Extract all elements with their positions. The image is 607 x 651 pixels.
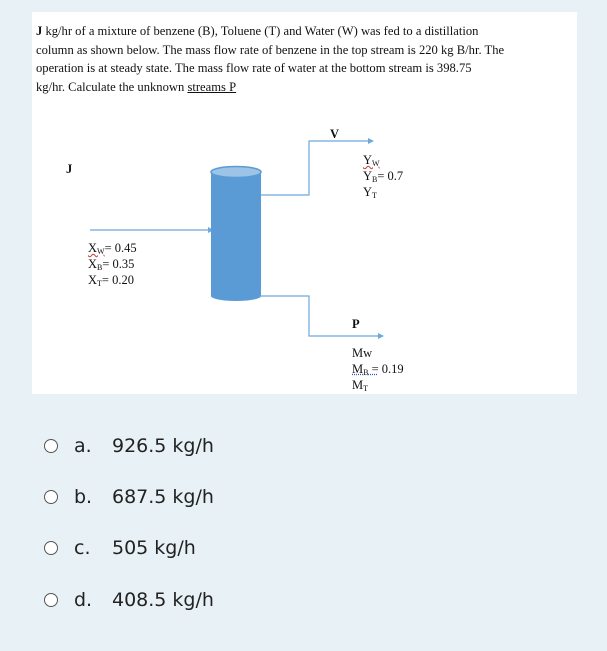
feed-xb: $X_B= 0.35$ [88,257,135,272]
question-line-3: operation is at steady state. The mass flow rate of water at the bottom stream is 398.75 [36,61,472,75]
option-text: 687.5 kg/h [112,486,214,508]
radio-button-icon[interactable] [44,439,58,453]
radio-button-icon[interactable] [44,541,58,555]
option-b[interactable] [44,482,344,512]
option-letter: d. [74,589,93,611]
bottom-mw: Mw [352,346,373,360]
option-text: 408.5 kg/h [112,589,214,611]
top-stream-label: V [330,127,340,141]
question-j: J [36,24,43,38]
top-yt: $Y_T$ [363,185,377,200]
radio-button-icon[interactable] [44,593,58,607]
option-letter: c. [74,537,91,559]
question-underlined-streams: streams P [187,79,237,94]
bottom-stream-line [261,296,378,336]
top-yw: $Y_W$ [363,153,380,168]
top-stream-line [261,141,368,195]
column-body [211,172,261,296]
option-text: 926.5 kg/h [112,435,214,457]
feed-label: J [66,162,73,176]
option-d[interactable] [44,585,344,615]
bottom-stream-label: P [352,317,360,331]
question-line-2: column as shown below. The mass flow rate of benzene in the top stream is 220 kg B/hr. The [36,42,505,57]
feed-xw: $X_W= 0.45$ [88,241,137,256]
column-bottom [211,291,261,301]
top-arrow-icon [368,138,374,144]
option-a[interactable] [44,431,344,461]
top-yb: $Y_B= 0.7$ [363,169,404,184]
option-c[interactable] [44,533,344,563]
option-letter: b. [74,486,93,508]
feed-xt: $X_T= 0.20$ [88,273,134,288]
radio-button-icon[interactable] [44,490,58,504]
column-top [211,167,261,178]
bottom-mt: $M_T$ [352,378,369,393]
option-letter: a. [74,435,92,457]
question-line-4-text: kg/hr. Calculate the unknown [36,79,188,94]
bottom-mb: $M_B = 0.19$ [352,362,404,377]
question-line-1: kg/hr of a mixture of benzene (B), Toluene (T) and Water (W) was fed to a distillation [42,24,479,38]
option-text: 505 kg/h [112,537,196,559]
bottom-arrow-icon [378,333,384,339]
